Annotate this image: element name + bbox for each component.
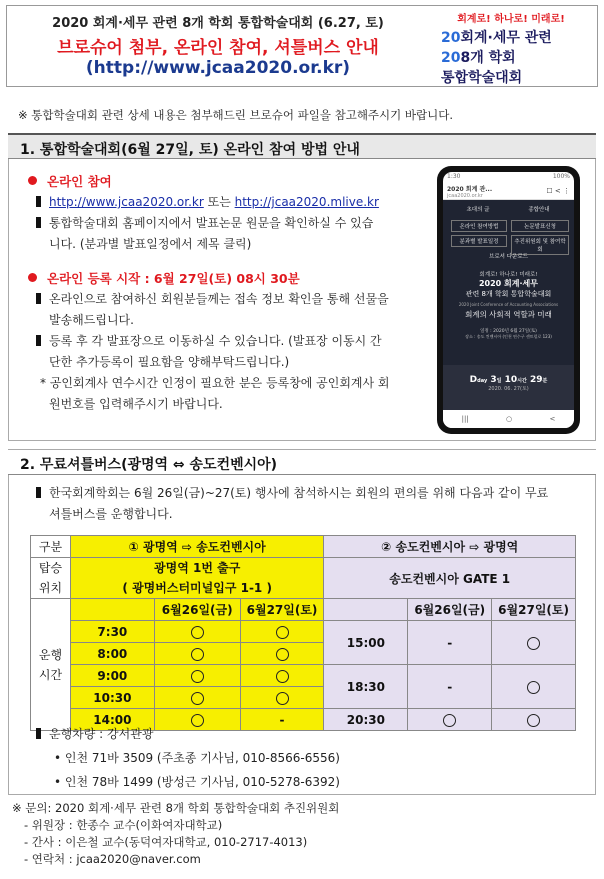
run-label-1: 운행 <box>38 647 63 662</box>
r2-mark: - <box>408 665 492 709</box>
phone-menu <box>443 200 574 365</box>
col-division: 구분 <box>31 536 71 558</box>
square-bullet-icon <box>36 335 41 346</box>
dday-hours-unit: 시간 <box>517 378 527 384</box>
r1-time: 10:30 <box>70 687 154 709</box>
phone-site-title: 2020 회계 관... <box>447 185 493 193</box>
r2-time: 15:00 <box>324 621 408 665</box>
driver1: • 인천 71바 3509 (주초종 기사님, 010-8566-6556) <box>54 751 340 765</box>
dday-minutes: 29 <box>529 375 543 385</box>
menu-item[interactable]: 브로셔 다운로드 <box>489 254 528 260</box>
contact-email[interactable]: - 연락처 : jcaa2020@naver.com <box>24 852 201 866</box>
dday-days: 3 <box>490 375 497 385</box>
square-bullet-icon <box>36 217 41 228</box>
phone-time: 1:30 <box>447 173 461 180</box>
banner-english: 2020 Joint Conference of Accounting Associations <box>458 302 559 307</box>
dday-days-unit: 일 <box>496 378 502 384</box>
logo-line3: 통합학술대회 <box>441 70 523 86</box>
circle-icon <box>276 692 289 705</box>
stop1 <box>70 558 324 599</box>
r1-time: 8:00 <box>70 643 154 665</box>
stop-label-2: 위치 <box>38 581 63 595</box>
menu-item[interactable]: 추진위원회 및 참여학회 <box>511 235 569 255</box>
r1-date2: 6월27일(토) <box>240 599 324 621</box>
phone-nav-bar <box>443 410 574 428</box>
contact-title: ※ 문의: 2020 회계·세무 관련 8개 학회 통합학술대회 추진위원회 <box>12 801 340 815</box>
home-icon[interactable]: ○ <box>506 415 513 423</box>
vehicle-company: 운행차량 : 강서관광 <box>49 727 154 741</box>
phone-site-url: jcaa2020.or.kr <box>447 192 483 199</box>
square-bullet-icon <box>36 293 41 304</box>
dday-label: D <box>469 375 478 385</box>
back-icon[interactable]: < <box>549 415 556 423</box>
mlive-link[interactable]: http://jcaa2020.mlive.kr <box>234 195 379 209</box>
shuttle-intro-1: 한국회계학회는 6월 26일(금)~27(토) 행사에 참석하시는 회원의 편의를 위해 다음과 같이 무료 <box>49 486 549 500</box>
stop-label-1: 탑승 <box>38 561 63 575</box>
r1-time: 14:00 <box>70 709 154 731</box>
menu-item[interactable]: 온라인 참여방법 <box>451 220 507 232</box>
logo-slogan: 회계로! 하나로! 미래로! <box>457 14 565 25</box>
stop1-line1: 광명역 1번 출구 <box>154 561 241 575</box>
circle-icon <box>191 648 204 661</box>
shuttle-intro <box>36 483 584 525</box>
banner-theme: 회계의 사회적 역할과 미래 <box>465 310 552 319</box>
header-subtitle: 2020 회계·세무 관련 8개 학회 통합학술대회 (6.27, 토) <box>52 16 384 31</box>
recent-apps-icon[interactable]: ||| <box>461 415 469 423</box>
bookmark-icon: ☐ <box>546 187 553 195</box>
dday-hours: 10 <box>504 375 518 385</box>
phone-battery: 100% <box>552 173 570 180</box>
reg-note-2a: 등록 후 각 발표장으로 이동하실 수 있습니다. (발표장 이동시 간 <box>49 334 382 348</box>
red-bullet-icon <box>28 176 37 185</box>
circle-icon <box>191 626 204 639</box>
r2-date1: 6월26일(금) <box>408 599 492 621</box>
more-icon: ⋮ <box>563 187 570 195</box>
banner-line1: 2020 회계·세무 <box>478 279 538 288</box>
dday-counter <box>443 365 574 410</box>
contact-info <box>12 800 339 868</box>
dday-minutes-unit: 분 <box>542 378 548 384</box>
logo-num-2: 20 <box>441 50 461 66</box>
online-participation <box>28 172 428 415</box>
square-bullet-icon <box>36 728 41 739</box>
dday-date: 2020. 06. 27(토) <box>488 386 529 392</box>
link-or: 또는 <box>207 195 231 209</box>
vehicle-info <box>36 724 584 793</box>
r2-time: 18:30 <box>324 665 408 709</box>
homepage-link[interactable]: http://www.jcaa2020.or.kr <box>49 195 204 209</box>
run-label <box>31 599 71 731</box>
paper-note-1: 통합학술대회 홈페이지에서 발표논문 원문을 확인하실 수 있습 <box>49 216 374 230</box>
stop1-line2: ( 광명버스터미널입구 1-1 ) <box>122 581 272 595</box>
circle-icon <box>276 648 289 661</box>
r2-time: 20:30 <box>324 709 408 731</box>
circle-icon <box>527 637 540 650</box>
phone-screenshot <box>437 166 580 434</box>
section2-heading: 2. 무료셔틀버스(광명역 ⇔ 송도컨벤시아) <box>8 449 596 475</box>
route1-header: ① 광명역 ⇨ 송도컨벤시아 <box>70 536 324 558</box>
reg-note-3b: 원번호를 입력해주시기 바랍니다. <box>49 397 223 411</box>
conference-logo <box>441 10 581 86</box>
reg-note-1a: 온라인으로 참여하신 회원분들께는 접속 정보 확인을 통해 선물을 <box>49 292 389 306</box>
share-icon: < <box>554 187 561 195</box>
intro-note: ※ 통합학술대회 관련 상세 내용은 첨부해드린 브로슈어 파일을 참고해주시기 바랍니다. <box>18 108 454 122</box>
r1-mark: - <box>240 709 324 731</box>
logo-line2: 8개 학회 <box>460 50 516 66</box>
header-url[interactable]: (http://www.jcaa2020.or.kr) <box>85 58 351 78</box>
r1-mark <box>240 621 324 643</box>
r2-mark: - <box>408 621 492 665</box>
dday-sub: day <box>477 378 488 384</box>
driver2: • 인천 78바 1499 (방성근 기사님, 010-5278-6392) <box>54 775 340 789</box>
square-bullet-icon <box>36 487 41 498</box>
banner-line2: 관련 8개 학회 통합학술대회 <box>465 290 552 298</box>
registration-title: 온라인 등록 시작 : 6월 27일(토) 08시 30분 <box>47 271 300 286</box>
banner-slogan: 회계로! 하나로! 미래로! <box>479 272 538 278</box>
circle-icon <box>276 626 289 639</box>
section1-heading: 1. 통합학술대회(6월 27일, 토) 온라인 참여 방법 안내 <box>8 133 596 159</box>
square-bullet-icon <box>36 196 41 207</box>
paper-note-2: 니다. (분과별 발표일정에서 제목 클릭) <box>49 237 252 251</box>
circle-icon <box>191 692 204 705</box>
shuttle-intro-2: 셔틀버스를 운행합니다. <box>49 507 173 521</box>
banner-place: 장소 : 송도 컨벤시아 (인천 연수구 센트럴로 123) <box>465 334 552 339</box>
reg-note-2b: 단한 추가등록이 필요함을 양해부탁드립니다.) <box>49 355 290 369</box>
menu-item[interactable]: 종합안내 <box>528 207 550 213</box>
header-title: 브로슈어 첨부, 온라인 참여, 셔틀버스 안내 <box>57 38 379 58</box>
red-bullet-icon <box>28 273 37 282</box>
circle-icon <box>276 670 289 683</box>
contact-chair: - 위원장 : 한종수 교수(이화여자대학교) <box>24 818 223 832</box>
logo-line1: 회계·세무 관련 <box>460 30 552 46</box>
r1-time: 9:00 <box>70 665 154 687</box>
stop2: 송도컨벤시아 GATE 1 <box>324 558 576 599</box>
menu-item[interactable]: 분과별 발표일정 <box>451 235 507 247</box>
phone-screen <box>443 172 574 428</box>
r2-date2: 6월27일(토) <box>492 599 576 621</box>
run-label-2: 시간 <box>38 667 63 682</box>
reg-note-3a: * 공인회계사 연수시간 인정이 필요한 분은 등록창에 공인회계사 회 <box>40 376 390 390</box>
reg-note-1b: 발송해드립니다. <box>49 313 134 327</box>
circle-icon <box>527 681 540 694</box>
menu-item[interactable]: 초대의 글 <box>466 207 490 213</box>
route2-header: ② 송도컨벤시아 ⇨ 광명역 <box>324 536 576 558</box>
r2-mark <box>492 621 576 665</box>
online-title: 온라인 참여 <box>47 174 112 189</box>
r1-mark <box>154 621 240 643</box>
logo-num-1: 20 <box>441 30 461 46</box>
circle-icon <box>191 670 204 683</box>
stop-label <box>31 558 71 599</box>
menu-item[interactable]: 논문발표신청 <box>511 220 569 232</box>
contact-secretary: - 간사 : 이은철 교수(동덕여자대학교, 010-2717-4013) <box>24 835 308 849</box>
banner-date: 일정 : 2020년 6월 27일(토) <box>480 329 537 334</box>
shuttle-table <box>30 535 576 731</box>
r1-date1: 6월26일(금) <box>154 599 240 621</box>
r1-time: 7:30 <box>70 621 154 643</box>
